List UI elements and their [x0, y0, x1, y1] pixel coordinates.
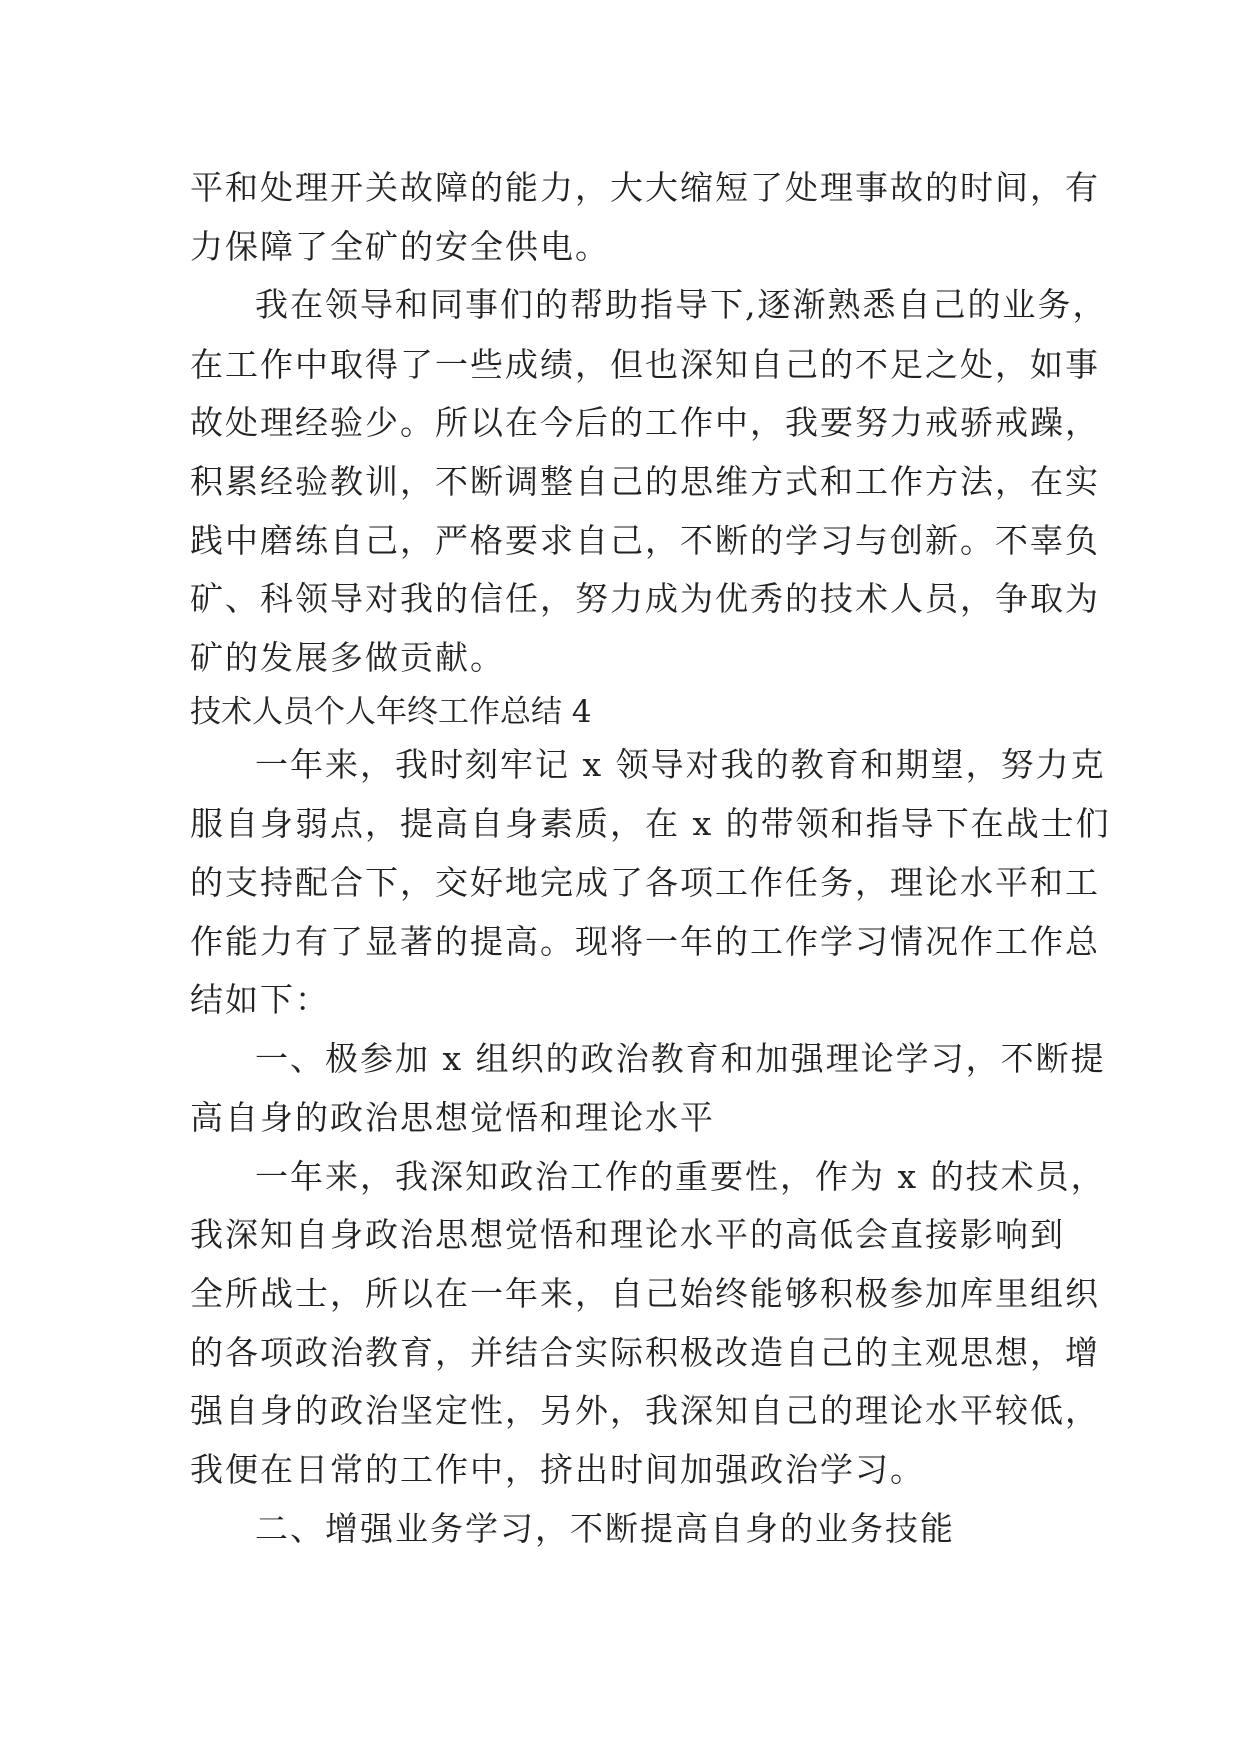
paragraph-line: 一年来，我深知政治工作的重要性，作为 x 的技术员，: [255, 1157, 1106, 1196]
paragraph-line: 的各项政治教育，并结合实际积极改造自己的主观思想，增: [190, 1333, 1100, 1372]
paragraph-line: 作能力有了显著的提高。现将一年的工作学习情况作工作总: [190, 922, 1100, 961]
subheading-line: 一、极参加 x 组织的政治教育和加强理论学习，不断提: [255, 1039, 1106, 1078]
paragraph-line: 矿的发展多做贡献。: [190, 638, 505, 677]
paragraph-line: 服自身弱点，提高自身素质，在 x 的带领和指导下在战士们: [190, 804, 1111, 843]
paragraph-line: 平和处理开关故障的能力，大大缩短了处理事故的时间，有: [190, 168, 1100, 207]
paragraph-line: 全所战士，所以在一年来，自己始终能够积极参加库里组织: [190, 1274, 1100, 1313]
paragraph-line: 在工作中取得了一些成绩，但也深知自己的不足之处，如事: [190, 345, 1100, 384]
subheading-line: 高自身的政治思想觉悟和理论水平: [190, 1098, 715, 1137]
paragraph-line: 积累经验教训，不断调整自己的思维方式和工作方法，在实: [190, 462, 1100, 501]
paragraph-line: 我便在日常的工作中，挤出时间加强政治学习。: [190, 1450, 925, 1489]
paragraph-line: 矿、科领导对我的信任，努力成为优秀的技术人员，争取为: [190, 579, 1100, 618]
paragraph-line: 结如下：: [190, 980, 330, 1019]
paragraph-line: 我深知自身政治思想觉悟和理论水平的高低会直接影响到: [190, 1215, 1065, 1254]
paragraph-line: 我在领导和同事们的帮助指导下,逐渐熟悉自己的业务，: [255, 285, 1108, 324]
paragraph-line: 强自身的政治坚定性，另外，我深知自己的理论水平较低，: [190, 1391, 1100, 1430]
paragraph-line: 践中磨练自己，严格要求自己，不断的学习与创新。不辜负: [190, 521, 1100, 560]
paragraph-line: 的支持配合下，交好地完成了各项工作任务，理论水平和工: [190, 863, 1100, 902]
paragraph-line: 力保障了全矿的安全供电。: [190, 227, 610, 266]
paragraph-line: 故处理经验少。所以在今后的工作中，我要努力戒骄戒躁，: [190, 403, 1100, 442]
subheading-line: 二、增强业务学习，不断提高自身的业务技能: [255, 1509, 955, 1548]
paragraph-line: 一年来，我时刻牢记 x 领导对我的教育和期望，努力克: [255, 745, 1106, 784]
section-heading: 技术人员个人年终工作总结 4: [190, 694, 592, 730]
